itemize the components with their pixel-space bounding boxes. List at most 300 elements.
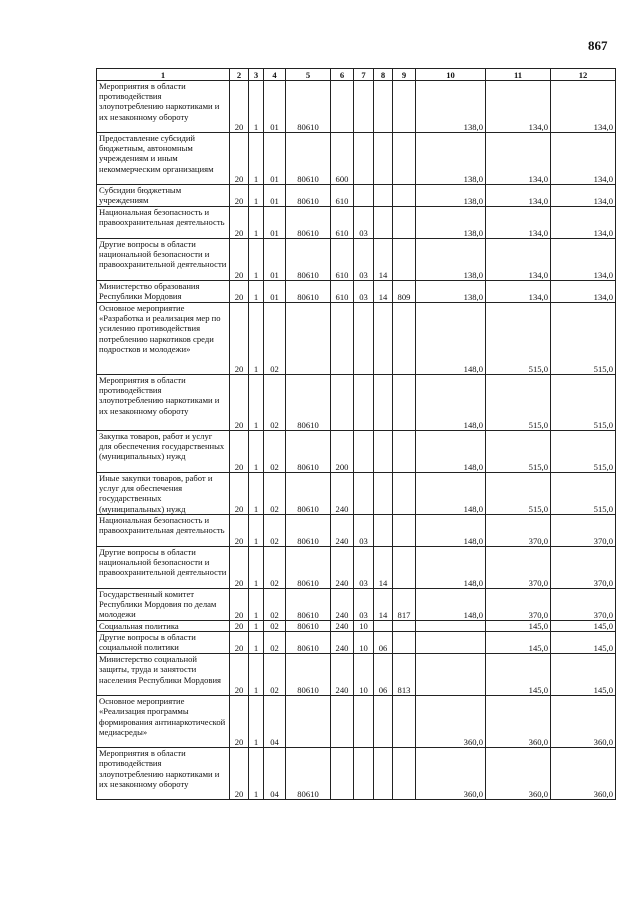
code-cell [286, 81, 331, 133]
code-cell [374, 696, 393, 748]
amount-value: 145,0 [593, 643, 613, 654]
code-cell [249, 185, 264, 207]
code-cell [249, 81, 264, 133]
code-cell [264, 473, 286, 515]
code-cell [264, 303, 286, 375]
code-value: 02 [270, 643, 279, 654]
code-cell [331, 632, 354, 654]
amount-value: 134,0 [593, 228, 613, 238]
code-cell [374, 281, 393, 303]
amount-cell [486, 654, 551, 696]
code-value: 20 [234, 504, 244, 514]
amount-cell [551, 696, 616, 748]
code-value: 20 [234, 196, 244, 206]
amount-cell [551, 632, 616, 654]
code-cell [264, 547, 286, 589]
code-cell [249, 515, 264, 547]
header-cell: 10 [416, 69, 486, 81]
code-cell [374, 748, 393, 800]
code-value: 20 [234, 737, 244, 748]
code-cell [249, 473, 264, 515]
code-value: 80610 [297, 789, 319, 800]
code-cell [249, 303, 264, 375]
amount-value: 370,0 [528, 536, 548, 546]
code-value: 01 [270, 174, 279, 184]
amount-value: 138,0 [463, 174, 483, 184]
row-name-cell [97, 748, 230, 800]
code-value: 1 [253, 196, 259, 206]
amount-value: 138,0 [463, 292, 483, 302]
code-cell [354, 696, 374, 748]
row-name-text: Мероприятия в области противодействия злоупотреблению наркотиками и их незаконному обороту [99, 81, 220, 122]
amount-value: 134,0 [528, 196, 548, 206]
code-value: 20 [234, 122, 244, 132]
header-cell: 9 [393, 69, 416, 81]
amount-value: 134,0 [593, 174, 613, 184]
code-value: 1 [253, 174, 259, 184]
code-value: 20 [234, 621, 244, 632]
code-cell [354, 654, 374, 696]
table-row [97, 621, 616, 632]
table-row [97, 239, 616, 281]
row-name-text: Основное мероприятие «Разработка и реализация мер по усилению противодействия потреблению наркотиков среди подростков и молодежи» [99, 303, 221, 354]
code-cell [354, 81, 374, 133]
row-name-cell [97, 303, 230, 375]
code-cell [230, 185, 249, 207]
code-value: 240 [335, 621, 349, 632]
code-cell [249, 547, 264, 589]
code-value: 240 [335, 536, 349, 546]
amount-cell [486, 239, 551, 281]
code-value: 80610 [297, 292, 319, 302]
code-cell [331, 748, 354, 800]
amount-cell [551, 515, 616, 547]
code-cell [264, 375, 286, 431]
amount-cell [551, 547, 616, 589]
code-cell [374, 632, 393, 654]
amount-value: 515,0 [528, 462, 548, 472]
amount-cell [416, 207, 486, 239]
code-cell [354, 748, 374, 800]
code-cell [230, 696, 249, 748]
amount-cell [416, 239, 486, 281]
code-value: 1 [253, 621, 259, 632]
amount-value: 148,0 [463, 610, 483, 620]
table-row [97, 589, 616, 621]
code-cell [264, 431, 286, 473]
code-cell [249, 133, 264, 185]
code-cell [393, 375, 416, 431]
amount-value: 145,0 [528, 621, 548, 632]
amount-value: 134,0 [528, 292, 548, 302]
row-name-text: Другие вопросы в области национальной безопасности и правоохранительной деятельности [99, 239, 227, 270]
header-cell: 11 [486, 69, 551, 81]
amount-cell [416, 632, 486, 654]
amount-value: 138,0 [463, 122, 483, 132]
code-cell [374, 81, 393, 133]
code-cell [286, 589, 331, 621]
amount-value: 145,0 [593, 621, 613, 632]
code-value: 80610 [297, 174, 319, 184]
row-name-cell [97, 281, 230, 303]
amount-cell [486, 632, 551, 654]
code-cell [331, 547, 354, 589]
amount-cell [486, 431, 551, 473]
row-name-text: Министерство социальной защиты, труда и занятости населения Республики Мордовия [99, 654, 221, 685]
code-value: 01 [270, 292, 279, 302]
code-value: 80610 [297, 270, 319, 280]
amount-cell [416, 473, 486, 515]
code-value: 02 [270, 420, 279, 430]
code-cell [393, 303, 416, 375]
code-cell [331, 133, 354, 185]
code-cell [331, 375, 354, 431]
code-cell [331, 281, 354, 303]
code-value: 04 [270, 789, 279, 800]
code-value: 01 [270, 228, 279, 238]
code-cell [286, 431, 331, 473]
code-value: 80610 [297, 610, 319, 620]
code-value: 1 [253, 504, 259, 514]
code-value: 600 [335, 174, 349, 184]
code-value: 14 [378, 270, 388, 280]
code-value: 1 [253, 536, 259, 546]
amount-cell [416, 375, 486, 431]
code-value: 02 [270, 536, 279, 546]
row-name-cell [97, 547, 230, 589]
code-value: 80610 [297, 420, 319, 430]
amount-value: 145,0 [593, 685, 613, 696]
code-value: 20 [234, 643, 244, 654]
amount-value: 360,0 [593, 737, 613, 748]
code-cell [374, 431, 393, 473]
table-row [97, 431, 616, 473]
code-cell [230, 375, 249, 431]
amount-cell [486, 185, 551, 207]
code-cell [230, 81, 249, 133]
code-cell [286, 133, 331, 185]
code-value: 817 [397, 610, 411, 620]
amount-cell [486, 281, 551, 303]
amount-value: 148,0 [463, 504, 483, 514]
code-cell [249, 632, 264, 654]
row-name-cell [97, 375, 230, 431]
code-cell [331, 473, 354, 515]
code-cell [374, 473, 393, 515]
amount-value: 138,0 [463, 228, 483, 238]
row-name-cell [97, 696, 230, 748]
header-row [97, 69, 616, 81]
code-value: 14 [378, 578, 388, 588]
code-value: 1 [253, 610, 259, 620]
code-cell [354, 547, 374, 589]
code-cell [374, 239, 393, 281]
table-row [97, 748, 616, 800]
code-cell [230, 547, 249, 589]
code-cell [354, 281, 374, 303]
code-cell [393, 133, 416, 185]
row-name-cell [97, 621, 230, 632]
code-cell [374, 589, 393, 621]
code-cell [393, 207, 416, 239]
amount-value: 515,0 [528, 504, 548, 514]
code-value: 809 [397, 292, 411, 302]
code-value: 1 [253, 737, 259, 748]
code-cell [393, 473, 416, 515]
code-cell [393, 632, 416, 654]
header-cell: 12 [551, 69, 616, 81]
amount-value: 134,0 [593, 292, 613, 302]
amount-value: 515,0 [593, 364, 613, 374]
amount-value: 515,0 [593, 462, 613, 472]
code-cell [393, 185, 416, 207]
row-name-text: Национальная безопасность и правоохранительная деятельность [99, 207, 225, 228]
code-value: 02 [270, 364, 279, 374]
code-cell [286, 239, 331, 281]
code-value: 10 [359, 621, 368, 632]
code-cell [230, 133, 249, 185]
amount-cell [486, 81, 551, 133]
code-value: 03 [359, 578, 368, 588]
row-name-cell [97, 431, 230, 473]
code-value: 14 [378, 610, 388, 620]
code-cell [230, 515, 249, 547]
code-cell [393, 654, 416, 696]
amount-cell [486, 547, 551, 589]
amount-value: 515,0 [593, 504, 613, 514]
code-cell [230, 207, 249, 239]
amount-value: 370,0 [593, 536, 613, 546]
table-row [97, 547, 616, 589]
code-cell [264, 239, 286, 281]
amount-cell [551, 133, 616, 185]
code-value: 80610 [297, 685, 319, 696]
code-cell [331, 81, 354, 133]
code-value: 80610 [297, 536, 319, 546]
code-cell [286, 281, 331, 303]
code-cell [230, 621, 249, 632]
code-cell [354, 207, 374, 239]
code-cell [264, 185, 286, 207]
amount-value: 148,0 [463, 536, 483, 546]
amount-cell [486, 207, 551, 239]
amount-cell [486, 696, 551, 748]
row-name-text: Основное мероприятие «Реализация программы формирования антинаркотической медиасреды» [99, 696, 226, 737]
code-cell [374, 547, 393, 589]
code-cell [230, 589, 249, 621]
table-row [97, 515, 616, 547]
row-name-cell [97, 133, 230, 185]
amount-cell [416, 281, 486, 303]
code-value: 240 [335, 685, 349, 696]
header-cell: 7 [354, 69, 374, 81]
row-name-cell [97, 239, 230, 281]
code-cell [249, 654, 264, 696]
amount-value: 148,0 [463, 462, 483, 472]
code-value: 240 [335, 578, 349, 588]
code-cell [230, 473, 249, 515]
amount-value: 515,0 [528, 364, 548, 374]
code-value: 1 [253, 685, 259, 696]
code-cell [354, 239, 374, 281]
row-name-cell [97, 632, 230, 654]
row-name-text: Субсидии бюджетным учреждениям [99, 185, 182, 206]
code-cell [286, 748, 331, 800]
amount-cell [551, 185, 616, 207]
code-cell [393, 696, 416, 748]
row-name-text: Социальная политика [99, 621, 179, 631]
amount-value: 134,0 [528, 228, 548, 238]
amount-value: 148,0 [463, 420, 483, 430]
code-value: 80610 [297, 228, 319, 238]
code-cell [354, 133, 374, 185]
row-name-text: Другие вопросы в области социальной политики [99, 632, 196, 653]
code-value: 20 [234, 270, 244, 280]
code-cell [230, 239, 249, 281]
code-value: 20 [234, 420, 244, 430]
amount-cell [416, 589, 486, 621]
row-name-cell [97, 473, 230, 515]
code-cell [393, 431, 416, 473]
code-cell [264, 621, 286, 632]
code-cell [286, 185, 331, 207]
row-name-text: Государственный комитет Республики Мордовия по делам молодежи [99, 589, 217, 620]
row-name-cell [97, 589, 230, 621]
code-value: 10 [359, 643, 368, 654]
code-cell [393, 589, 416, 621]
table-row [97, 696, 616, 748]
amount-cell [486, 515, 551, 547]
amount-cell [486, 748, 551, 800]
code-value: 20 [234, 292, 244, 302]
row-name-text: Министерство образования Республики Мордовия [99, 281, 200, 302]
row-name-text: Мероприятия в области противодействия злоупотреблению наркотиками и их незаконному обороту [99, 375, 220, 416]
code-value: 80610 [297, 578, 319, 588]
code-value: 80610 [297, 196, 319, 206]
amount-cell [416, 431, 486, 473]
header-cell: 3 [249, 69, 264, 81]
code-value: 20 [234, 364, 244, 374]
code-cell [354, 515, 374, 547]
code-cell [230, 303, 249, 375]
code-value: 1 [253, 420, 259, 430]
code-cell [331, 589, 354, 621]
code-cell [354, 621, 374, 632]
code-value: 03 [359, 270, 368, 280]
amount-value: 370,0 [528, 578, 548, 588]
code-value: 20 [234, 610, 244, 620]
amount-cell [551, 473, 616, 515]
header-cell: 8 [374, 69, 393, 81]
amount-cell [486, 473, 551, 515]
code-cell [230, 748, 249, 800]
code-value: 02 [270, 685, 279, 696]
amount-value: 145,0 [528, 685, 548, 696]
code-cell [286, 632, 331, 654]
amount-value: 515,0 [593, 420, 613, 430]
code-cell [374, 303, 393, 375]
code-cell [249, 748, 264, 800]
table-row [97, 654, 616, 696]
amount-cell [486, 589, 551, 621]
code-cell [374, 133, 393, 185]
table-row [97, 303, 616, 375]
amount-cell [551, 303, 616, 375]
code-cell [331, 303, 354, 375]
code-value: 10 [359, 685, 368, 696]
code-value: 20 [234, 228, 244, 238]
amount-value: 134,0 [593, 196, 613, 206]
code-cell [393, 239, 416, 281]
code-value: 01 [270, 196, 279, 206]
code-value: 240 [335, 610, 349, 620]
code-cell [354, 375, 374, 431]
code-cell [374, 621, 393, 632]
header-cell: 4 [264, 69, 286, 81]
code-cell [354, 185, 374, 207]
code-value: 20 [234, 685, 244, 696]
code-value: 1 [253, 228, 259, 238]
code-cell [286, 696, 331, 748]
code-cell [249, 589, 264, 621]
code-cell [331, 621, 354, 632]
code-cell [264, 515, 286, 547]
code-cell [286, 375, 331, 431]
amount-value: 134,0 [528, 270, 548, 280]
code-value: 02 [270, 462, 279, 472]
code-value: 813 [397, 685, 411, 696]
row-name-text: Закупка товаров, работ и услуг для обеспечения государственных (муниципальных) нужд [99, 431, 225, 462]
amount-cell [416, 547, 486, 589]
table-row [97, 207, 616, 239]
amount-value: 134,0 [528, 122, 548, 132]
code-value: 06 [378, 643, 388, 654]
amount-cell [416, 303, 486, 375]
amount-cell [551, 621, 616, 632]
code-value: 03 [359, 610, 368, 620]
code-value: 80610 [297, 643, 319, 654]
code-cell [374, 185, 393, 207]
code-cell [249, 696, 264, 748]
code-cell [264, 589, 286, 621]
code-cell [264, 81, 286, 133]
amount-cell [416, 515, 486, 547]
code-value: 20 [234, 578, 244, 588]
code-cell [354, 431, 374, 473]
code-cell [264, 654, 286, 696]
amount-value: 138,0 [463, 196, 483, 206]
amount-value: 370,0 [593, 610, 613, 620]
row-name-text: Мероприятия в области противодействия злоупотреблению наркотиками и их незаконному обороту [99, 748, 220, 789]
row-name-text: Иные закупки товаров, работ и услуг для обеспечения государственных (муниципальных) нужд [99, 473, 213, 514]
code-value: 03 [359, 228, 368, 238]
code-value: 200 [335, 462, 349, 472]
code-value: 80610 [297, 621, 319, 632]
code-cell [249, 621, 264, 632]
code-value: 240 [335, 504, 349, 514]
code-cell [230, 632, 249, 654]
code-cell [331, 431, 354, 473]
amount-cell [416, 696, 486, 748]
code-cell [354, 632, 374, 654]
code-cell [374, 654, 393, 696]
code-value: 610 [335, 228, 349, 238]
amount-cell [551, 81, 616, 133]
code-cell [286, 654, 331, 696]
code-cell [264, 632, 286, 654]
budget-table [96, 68, 616, 800]
amount-cell [486, 621, 551, 632]
